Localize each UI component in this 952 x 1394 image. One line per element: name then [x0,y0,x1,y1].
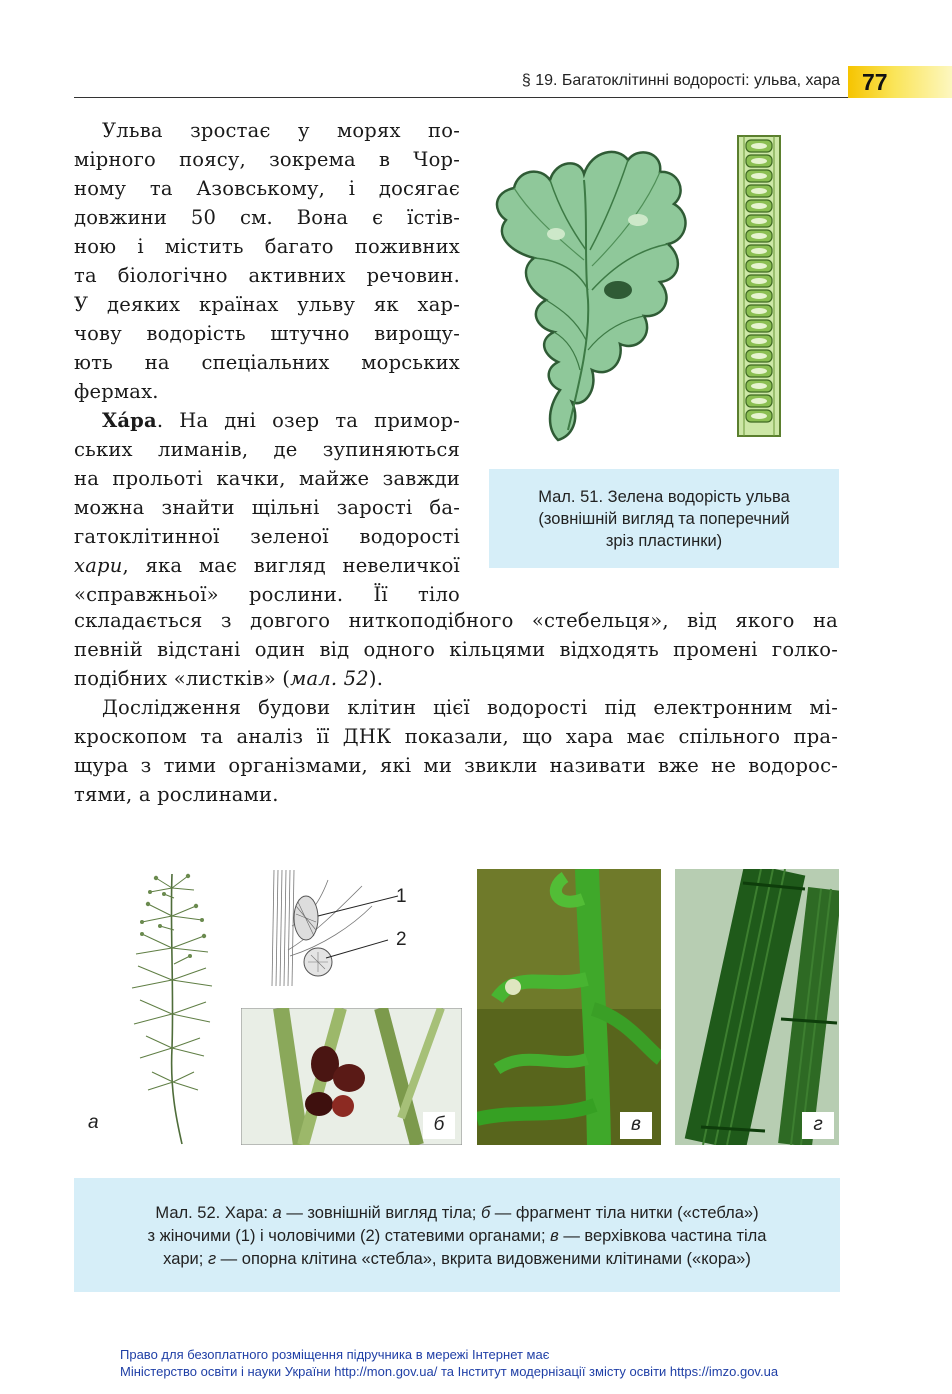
text-line: тями, а рослинами. [74,783,279,806]
text-line: кроскопом та аналіз її ДНК показали, що хара має спільного пра- [74,725,838,748]
figure-51-caption: Мал. 51. Зелена водорість ульва (зовнішній вигляд та поперечний зріз пластинки) [489,469,839,568]
footer-line: Міністерство освіти і науки України http://mon.gov.ua/ та Інститут модернізації змісту освіти https://imzo.gov.ua [120,1364,779,1379]
label-1: 1 [396,886,407,907]
term-chara: Ха́ра [102,409,157,432]
text-line: ють на спеціальних морських [74,351,460,374]
text-line: певній відстані один від одного кільцями відходять промені голко- [74,638,838,661]
text-line: щура з тими організмами, які ми звикли називати вже не водорос- [74,754,838,777]
label-a: а [88,1112,99,1133]
label-g: г [802,1112,834,1139]
chara-stem-cortex-photo [675,869,839,1145]
page-number-band [848,66,952,98]
label-b: б [423,1112,455,1139]
chara-apex-photo [477,869,661,1145]
text-line: Ха́ра. На дні озер та примор- [102,409,460,432]
text-line: довжини 50 см. Вона є їстів- [74,206,460,229]
text-line: У деяких країнах ульву як хар- [74,293,460,316]
running-header [74,66,952,98]
text-line: складається з довгого ниткоподібного «стебельця», від якого на [74,609,838,632]
text-line: чову водорість штучно вирощу- [74,322,460,345]
chara-reproductive-organs-drawing [262,866,412,990]
label-v: в [620,1112,652,1139]
text-line: фермах. [74,380,159,403]
license-footer [120,1346,778,1380]
chara-whole-plant-illustration [120,868,220,1148]
header-rule [74,97,849,98]
text-line: ських лиманів, де зупиняються [74,438,460,461]
text-line: мірного поясу, зокрема в Чор- [74,148,460,171]
text-line: «справжньої» рослини. Її тіло [74,583,460,606]
figure-52-caption: Мал. 52. Хара: а — зовнішній вигляд тіла; б — фрагмент тіла нитки («стебла») з жіночими (1) і чоловічими (2) статевими органами; в — верхівкова частина тіла хари; г — опорна клітина «стебла», вкрита видовженими клітинами («кора») [74,1178,840,1292]
ulva-thallus-illustration [488,140,698,442]
text-line: гатоклітинної зеленої водорості [74,525,460,548]
header-title: § 19. Багатоклітинні водорості: ульва, хара [521,72,840,89]
text-line: Дослідження будови клітин цієї водорості під електронним мі- [102,696,838,719]
text-line: ною і містить багато поживних [74,235,460,258]
text-line: ному та Азовському, і досягає [74,177,460,200]
text-line: Ульва зростає у морях по- [102,119,460,142]
label-2: 2 [396,929,407,950]
text-line: хари, яка має вигляд невеличкої [74,554,460,577]
text-line: на прольоті качки, майже завжди [74,467,460,490]
figure-reference: мал. 52 [290,667,369,690]
text-line: подібних «листків» (мал. 52). [74,667,384,690]
ulva-cross-section-illustration [734,134,784,438]
text-line: та біологічно активних речовин. [74,264,460,287]
text-line: можна знайти щільні зарості ба- [74,496,460,519]
page-number: 77 [862,69,888,95]
footer-line: Право для безоплатного розміщення підручника в мережі Інтернет має [120,1347,550,1362]
